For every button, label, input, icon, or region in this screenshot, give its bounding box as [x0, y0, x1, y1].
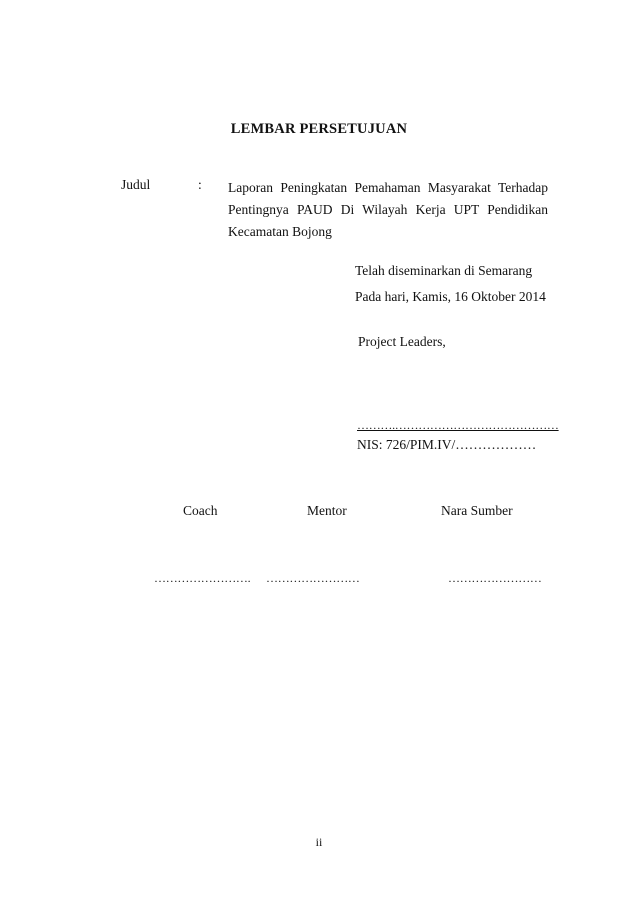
coach-label: Coach — [183, 503, 218, 518]
judul-line-2: Pentingnya PAUD Di Wilayah Kerja UPT Pendidikan — [228, 202, 548, 217]
document-title: LEMBAR PERSETUJUAN — [230, 121, 408, 137]
seminar-date: Pada hari, Kamis, 16 Oktober 2014 — [355, 289, 546, 304]
mentor-signature-line: …………………… — [266, 571, 360, 585]
project-leader-nis: NIS: 726/PIM.IV/……………… — [357, 437, 537, 452]
nara-sumber-signature-line: …………………… — [448, 571, 542, 585]
project-leaders-label: Project Leaders, — [358, 334, 446, 349]
judul-line-1: Laporan Peningkatan Pemahaman Masyarakat Terhadap — [228, 180, 548, 195]
judul-label: Judul — [121, 177, 151, 192]
judul-text — [228, 177, 548, 243]
judul-colon: : — [198, 177, 202, 192]
coach-signature-line: ……………………. — [154, 571, 251, 585]
nara-sumber-label: Nara Sumber — [441, 503, 513, 518]
judul-line-3: Kecamatan Bojong — [228, 224, 332, 239]
mentor-label: Mentor — [307, 503, 347, 518]
page-number: ii — [315, 835, 323, 849]
seminar-location: Telah diseminarkan di Semarang — [355, 263, 533, 278]
project-leader-signature-line: ……….…………………………………… — [357, 418, 559, 432]
